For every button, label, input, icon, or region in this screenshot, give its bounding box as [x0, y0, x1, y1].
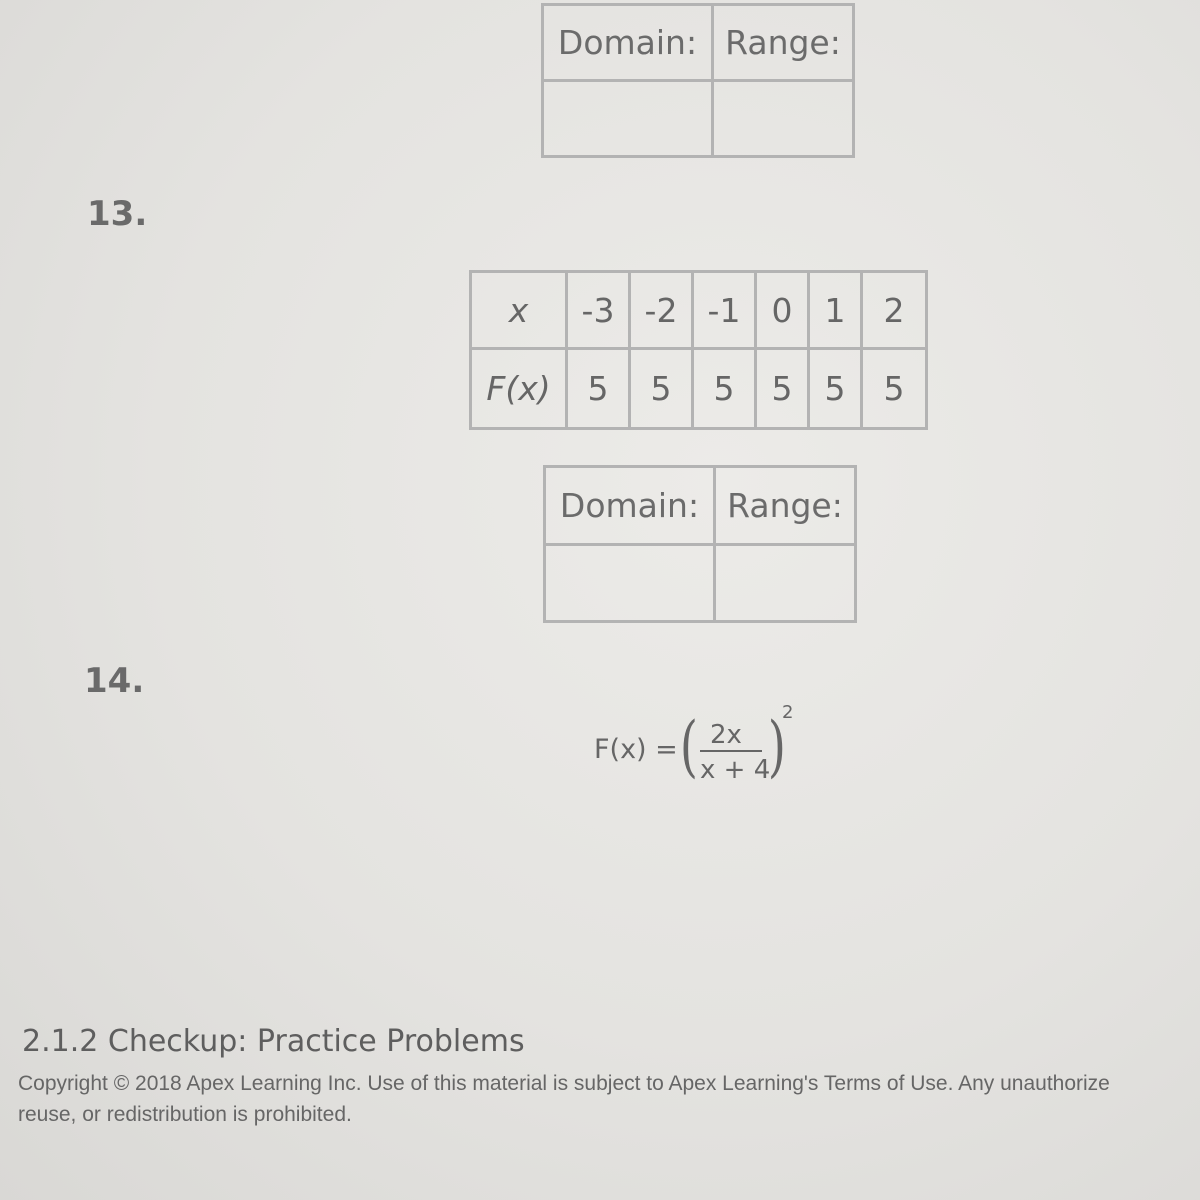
range-header: Range: [713, 5, 854, 81]
question-number-13: 13. [87, 194, 148, 234]
x-value-cell: 1 [809, 272, 862, 349]
left-paren: ( [679, 708, 698, 785]
x-value-cell: -2 [630, 272, 693, 349]
function-formula [594, 700, 814, 800]
range-answer-cell [715, 545, 856, 622]
question-number-14: 14. [84, 661, 145, 701]
x-value-cell: -1 [693, 272, 756, 349]
function-value-table [469, 270, 928, 430]
range-answer-cell [713, 81, 854, 157]
x-value-cell: -3 [567, 272, 630, 349]
fraction-bar [700, 750, 762, 752]
fx-value-cell: 5 [693, 349, 756, 429]
range-header: Range: [715, 467, 856, 545]
x-value-cell: 0 [756, 272, 809, 349]
domain-range-table-13 [543, 465, 857, 623]
domain-answer-cell [545, 545, 715, 622]
right-paren: ) [767, 708, 786, 785]
fx-value-cell: 5 [756, 349, 809, 429]
fx-value-cell: 5 [630, 349, 693, 429]
fraction-numerator: 2x [710, 720, 742, 750]
domain-header: Domain: [545, 467, 715, 545]
x-row-label: x [471, 272, 567, 349]
fx-row-label: F(x) [471, 349, 567, 429]
domain-answer-cell [543, 81, 713, 157]
footer-title: 2.1.2 Checkup: Practice Problems [22, 1024, 525, 1059]
x-value-cell: 2 [862, 272, 927, 349]
fx-value-cell: 5 [809, 349, 862, 429]
exponent: 2 [782, 702, 794, 723]
fraction-denominator: x + 4 [700, 755, 771, 785]
formula-lhs: F(x) = [594, 734, 678, 765]
footer-copyright: Copyright © 2018 Apex Learning Inc. Use of this material is subject to Apex Learning's Terms of Use. Any unauthorize reuse, or redistribution is prohibited. [18, 1072, 1110, 1126]
domain-header: Domain: [543, 5, 713, 81]
fx-value-cell: 5 [862, 349, 927, 429]
fx-value-cell: 5 [567, 349, 630, 429]
domain-range-table-12 [541, 3, 855, 158]
